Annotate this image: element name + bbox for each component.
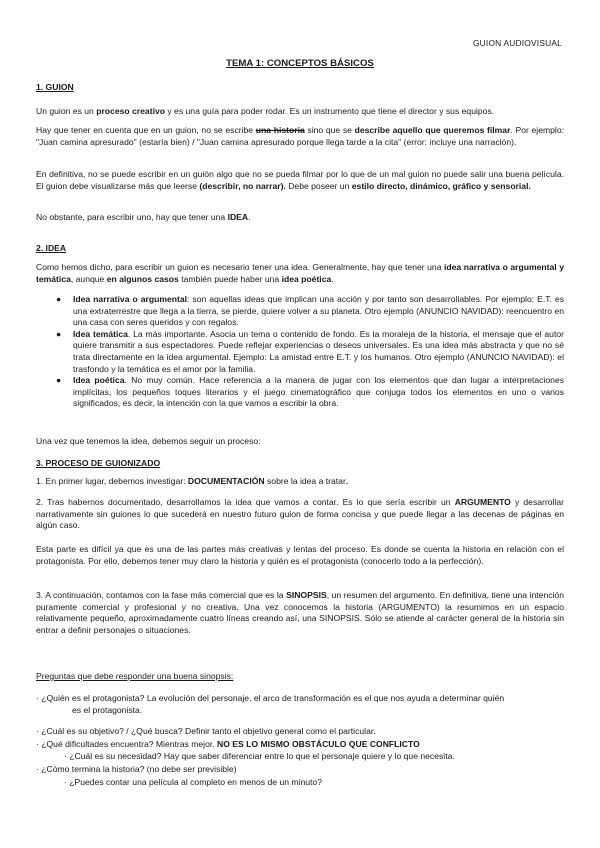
question-difficulties: · ¿Qué dificultades encuentra? Mientras mejor. NO ES LO MISMO OBSTÁCULO QUE CONFLICTO bbox=[36, 739, 420, 749]
paragraph-guion-idea: No obstante, para escribir uno, hay que tener una IDEA. bbox=[36, 212, 251, 222]
question-objective: · ¿Cuál es su objetivo? / ¿Qué busca? Definir tanto el objetivo general como el particular. bbox=[36, 726, 376, 736]
question-one-minute: · ¿Puedes contar una película al completo en menos de un minuto? bbox=[64, 777, 322, 787]
idea-types-list bbox=[54, 294, 564, 410]
list-item: ● Idea narrativa o argumental: son aquellas ideas que implican una acción y por tanto son desarrollables. Por ejemplo: E.T. es una extraterrestre que llega a la tierra, se pierde, quiere volver a su planeta. Otro ejemplo (ANUNCIO NAVIDAD): reencuentro en una casa con seres queridos y con regalos. bbox=[56, 294, 564, 328]
page-title: TEMA 1: CONCEPTOS BÁSICOS bbox=[226, 58, 374, 69]
question-ending: · ¿Cómo termina la historia? (no debe ser previsible) bbox=[36, 764, 237, 774]
section-heading-idea: 2. IDEA bbox=[36, 243, 67, 253]
paragraph-proceso-difficulty: Esta parte es difícil ya que es una de las partes más creativas y lentas del proceso. Es donde se cuenta la historia en relación con el protagonista. Por ello, debemos tener muy claro la historia y quién es el protagonista (conocerlo todo a la perfección). bbox=[36, 544, 564, 566]
paragraph-guion-example: Hay que tener en cuenta que en un guion, no se escribe una historia sino que se describe aquello que queremos filmar. Por ejemplo: "Juan camina apresurado" (estaría bien) / "Juan camina apresurado porque llega tarde a la cita" (error: incluye una narración). bbox=[36, 125, 564, 147]
bullet-icon: ● bbox=[56, 375, 62, 386]
paragraph-idea-intro: Como hemos dicho, para escribir un guion es necesario tener una idea. Generalmente, hay que tener una idea narrativa o argumental y temática, aunque en algunos casos también puede haber una idea poética. bbox=[36, 262, 564, 284]
paragraph-idea-outro: Una vez que tenemos la idea, debemos seguir un proceso: bbox=[36, 436, 261, 446]
paragraph-guion-definition: Un guion es un proceso creativo y es una guía para poder rodar. Es un instrumento que tiene el director y sus equipos. bbox=[36, 106, 495, 116]
bullet-icon: ● bbox=[56, 294, 62, 304]
paragraph-proceso-step1: 1. En primer lugar, debemos investigar: DOCUMENTACIÓN sobre la idea a tratar. bbox=[36, 476, 349, 486]
question-protagonist: · ¿Quién es el protagonista? La evolución del personaje, el arco de transformación es el que nos ayuda a determinar quién es el protagonista. bbox=[36, 693, 505, 715]
list-item: ● Idea temática. La más importante. Asocia un tema o contenido de fondo. Es la moraleja de la historia, el mensaje que el autor quiere transmitir a sus espectadores. Puede reflejar experiencias o deseos universales. Es una idea más abstracta y que no sé trata directamente en la idea argumental. Ejemplo: La amistad entre E.T. y los humanos. Otro ejemplo (ANUNCIO NAVIDAD): el trasfondo y la temática es el amor por la familia. bbox=[56, 328, 564, 374]
question-need: · ¿Cuál es su necesidad? Hay que saber diferenciar entre lo que el personaje quiere y lo que necesita. bbox=[64, 751, 455, 761]
paragraph-proceso-step3: 3. A continuación, contamos con la fase más comercial que es la SINOPSIS, un resumen del argumento. En definitiva, tiene una intención puramente comercial y profesional y no creativa. Una vez conocemos la historia (ARGUMENTO) la resumimos en un espacio relativamente pequeño, aproximadamente cuatro líneas creando así, una SINOPSIS. Sólo se atiende al carácter general de la historia sin entrar a definir personajes o situaciones. bbox=[36, 590, 564, 635]
paragraph-proceso-step2: 2. Tras habernos documentado, desarrollamos la idea que vamos a contar. Es lo que sería escribir un ARGUMENTO y desarrollar narrativamente sin guiones lo que sucederá en nuestro futuro guion de forma concisa y que puede llegar a las decenas de páginas en algún caso. bbox=[36, 497, 564, 531]
list-item: ● Idea poética. No muy común. Hace referencia a la manera de jugar con los elementos que dan lugar a interpretaciones implícitas, los pequeños toques literarios y el juego cinematográfico que conjuga todos los elementos en uno o varios significados, es decir, la intención con la que vamos a escribir la obra. bbox=[56, 375, 565, 409]
section-heading-proceso: 3. PROCESO DE GUIONIZADO bbox=[36, 458, 161, 468]
header-label: GUION AUDIOVISUAL bbox=[472, 38, 562, 48]
section-heading-guion: 1. GUION bbox=[36, 82, 74, 92]
questions-heading: Preguntas que debe responder una buena sinopsis: bbox=[36, 671, 234, 681]
bullet-icon: ● bbox=[56, 328, 62, 339]
paragraph-guion-conclusion: En definitiva, no se puede escribir en un guión algo que no se pueda filmar por lo que de un mal guion no puede salir una buena película. El guion debe visualizarse más que leerse (describir, no narrar). Debe poseer un estilo directo, dinámico, gráfico y sensorial. bbox=[36, 169, 564, 191]
